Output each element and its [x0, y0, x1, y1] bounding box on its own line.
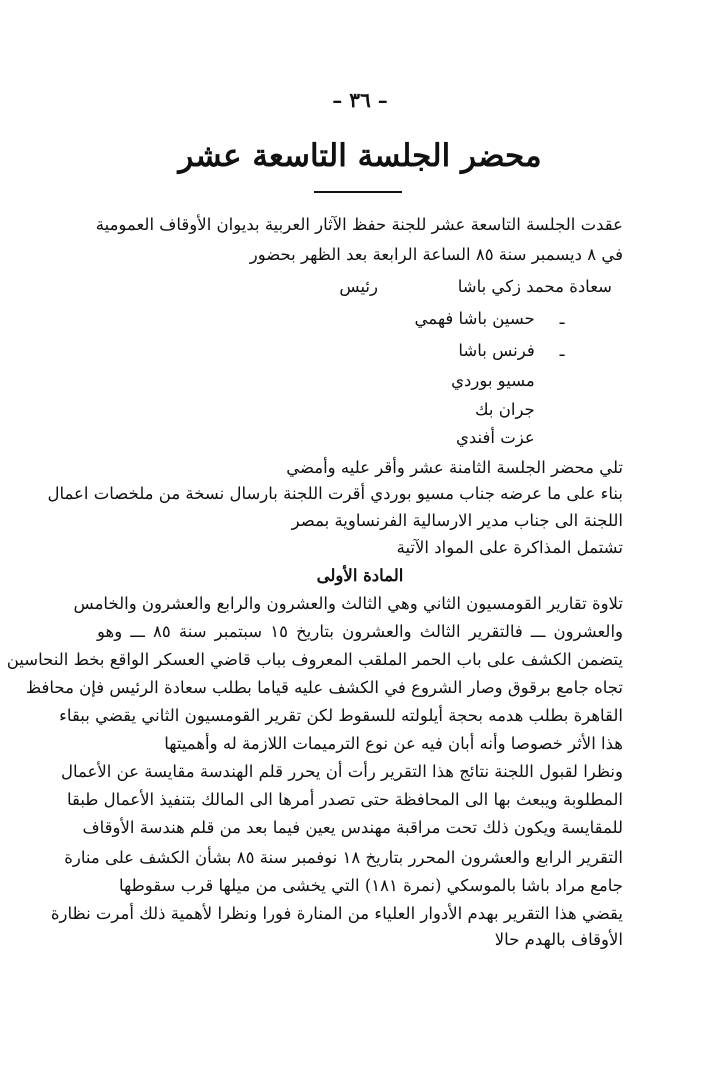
intro-line-2: بناء على ما عرضه جناب مسيو بوردي أقرت اللجنة بارسال نسخة من ملخصات اعمال — [47, 484, 623, 503]
attendee-3 — [451, 368, 584, 394]
intro-line-4: تشتمل المذاكرة على المواد الآتية — [396, 538, 623, 557]
president-name: سعادة محمد زكي باشا — [457, 277, 612, 296]
opening-line-2: في ٨ ديسمبر سنة ٨٥ الساعة الرابعة بعد الظهر بحضور — [249, 245, 623, 264]
paragraph-1-line-2: والعشرون ـــ فالتقرير الثالث والعشرون بتاريخ ١٥ سبتمبر سنة ٨٥ ـــ وهو — [97, 622, 624, 641]
paragraph-2-line-3: للمقايسة ويكون ذلك تحت مراقبة مهندس يعين فيما بعد من قلم هندسة الأوقاف — [82, 818, 623, 837]
intro-line-3: اللجنة الى جناب مدير الارسالية الفرنساوية بمصر — [291, 511, 623, 530]
title-divider — [314, 191, 402, 193]
page-title: محضر الجلسة التاسعة عشر — [178, 138, 542, 174]
paragraph-1-line-1: تلاوة تقارير القومسيون الثاني وهي الثالث والعشرون والرابع والعشرون والخامس — [73, 594, 623, 613]
page-number: – ٣٦ – — [332, 88, 388, 112]
attendee-2 — [458, 338, 584, 364]
attendee-name: عزت أفندي — [455, 428, 535, 447]
intro-line-1: تلي محضر الجلسة الثامنة عشر وأقر عليه وأمضي — [286, 458, 623, 477]
president-role: رئيس — [339, 277, 378, 296]
attendee-1 — [415, 306, 584, 332]
paragraph-2-line-1: ونظرا لقبول اللجنة نتائج هذا التقرير رأت أن يحرر قلم الهندسة مقايسة عن الأعمال — [60, 762, 623, 781]
attendee-dash: ـ — [559, 341, 565, 360]
paragraph-3-line-2: جامع مراد باشا بالموسكي (نمرة ١٨١) التي يخشى من ميلها قرب سقوطها — [119, 876, 623, 895]
paragraph-1-line-4: تجاه جامع برقوق وصار الشروع في الكشف عليه قياما بطلب سعادة الرئيس فإن محافظ — [25, 678, 623, 697]
attendee-name: مسيو بوردي — [451, 371, 535, 390]
attendee-dash: ـ — [559, 309, 565, 328]
paragraph-3-line-3: يقضي هذا التقرير بهدم الأدوار العلياء من المنارة فورا ونظرا لأهمية ذلك أمرت نظارة — [50, 904, 623, 923]
opening-line-1: عقدت الجلسة التاسعة عشر للجنة حفظ الآثار العربية بديوان الأوقاف العمومية — [95, 215, 623, 234]
attendee-name: حسين باشا فهمي — [414, 309, 535, 328]
paragraph-3-line-4: الأوقاف بالهدم حالا — [494, 930, 623, 949]
attendee-4 — [475, 397, 584, 423]
paragraph-2-line-2: المطلوبة ويبعث بها الى المحافظة حتى تصدر أمرها الى المالك بتنفيذ الأعمال طبقا — [66, 790, 623, 809]
article-heading: المادة الأولى — [316, 566, 404, 585]
paragraph-1-line-3: يتضمن الكشف على باب الحمر الملقب المعروف بباب قاضي العسكر الواقع بخط النحاسين — [6, 650, 623, 669]
attendee-5 — [456, 425, 584, 451]
attendee-name: فرنس باشا — [458, 341, 535, 360]
paragraph-1-line-5: القاهرة بطلب هدمه بحجة أيلولته للسقوط لكن تقرير القومسيون الثاني يقضي ببقاء — [59, 706, 623, 725]
paragraph-3-line-1: التقرير الرابع والعشرون المحرر بتاريخ ١٨ نوفمبر سنة ٨٥ بشأن الكشف على منارة — [64, 848, 623, 867]
attendee-name: جران بك — [475, 400, 535, 419]
paragraph-1-line-6: هذا الأثر خصوصا وأنه أبان فيه عن نوع الترميمات اللازمة له وأهميتها — [164, 734, 623, 753]
